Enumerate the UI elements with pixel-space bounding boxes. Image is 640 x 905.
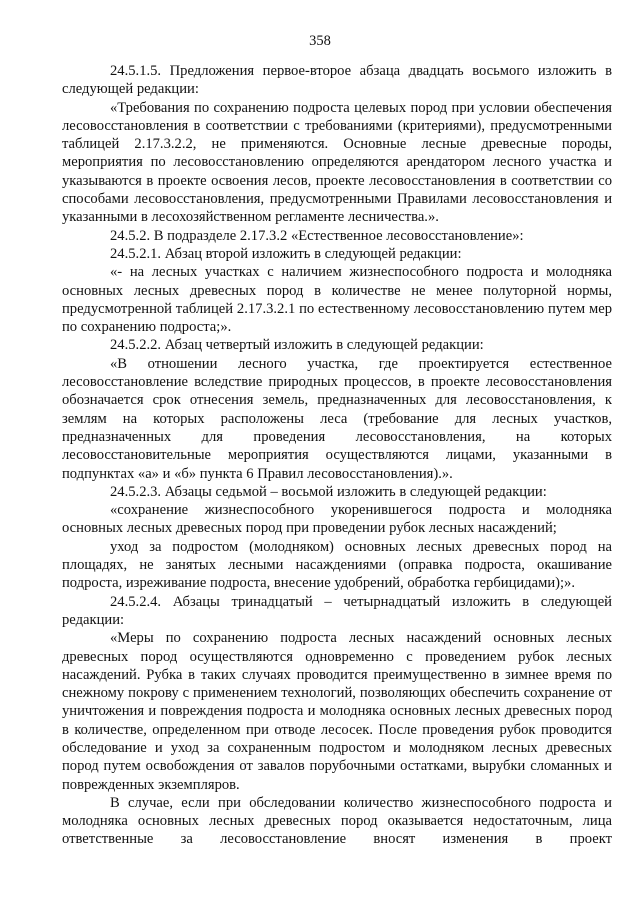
page-number: 358	[309, 33, 331, 49]
paragraph: «В отношении лесного участка, где проектируется естественное лесовосстановление вследствие природных процессов, в проекте лесовосстановления обозначается срок отнесения земель, предназначенных для лесовосстановления, к землям на которых расположены леса (требование для лесных участков, предназначенных для проведения лесовосстановления, на которых лесовосстановительные мероприятия осуществляются лицами, указанными в подпунктах «а» и «б» пункта 6 Правил лесовосстановления).».	[62, 355, 612, 482]
paragraph: 24.5.2.2. Абзац четвертый изложить в следующей редакции:	[110, 337, 484, 354]
paragraph: «Меры по сохранению подроста лесных насаждений основных лесных древесных пород осуществляются одновременно с проведением рубок лесных насаждений. Рубка в таких случаях проводится преимущественно в зимнее время по снежному покрову с применением технологий, позволяющих обеспечить сохранение от уничтожения и повреждения подроста и молодняка основных лесных древесных пород в количестве, определенном при отводе лесосек. После проведения рубок проводится обследование и уход за сохраненным подростом и молодняком лесных древесных пород путем освобождения от завалов порубочными остатками, вырубки сломанных и поврежденных экземпляров.	[62, 630, 612, 793]
paragraph: 24.5.1.5. Предложения первое-второе абзаца двадцать восьмого изложить в следующей редакции:	[62, 63, 612, 98]
paragraph: 24.5.2.1. Абзац второй изложить в следующей редакции:	[110, 245, 462, 262]
paragraph: 24.5.2.4. Абзацы тринадцатый – четырнадцатый изложить в следующей редакции:	[62, 593, 612, 628]
paragraph: уход за подростом (молодняком) основных лесных древесных пород на площадях, не занятых лесными насаждениями (оправка подроста, окашивание подроста, изреживание подроста, внесение удобрений, обработка гербицидами);».	[62, 538, 612, 592]
paragraph: «сохранение жизнеспособного укоренившегося подроста и молодняка основных лесных древесных пород при проведении рубок лесных насаждений;	[62, 502, 612, 537]
paragraph: 24.5.2.3. Абзацы седьмой – восьмой изложить в следующей редакции:	[110, 483, 547, 500]
paragraph: «- на лесных участках с наличием жизнеспособного подроста и молодняка основных лесных древесных пород в количестве не менее полуторной нормы, предусмотренной таблицей 2.17.3.2.1 по естественному лесовосстановлению путем мер по сохранению подроста;».	[62, 264, 612, 336]
paragraph: В случае, если при обследовании количество жизнеспособного подроста и молодняка основных лесных древесных пород оказывается недостаточным, лица ответственные за лесовосстановление вносят изменения в проект	[62, 794, 612, 848]
paragraph: «Требования по сохранению подроста целевых пород при условии обеспечения лесовосстановления в соответствии с требованиями (критериями), предусмотренными таблицей 2.17.3.2.2, не применяются. Основные лесные древесные породы, мероприятия по лесовосстановлению определяются арендатором лесного участка и указываются в проекте освоения лесов, проекте лесовосстановления в соответствии со способами лесовосстановления, предусмотренными Правилами лесовосстановления и указанными в лесохозяйственном регламенте лесничества.».	[62, 99, 612, 226]
document-body	[62, 62, 612, 849]
paragraph: 24.5.2. В подразделе 2.17.3.2 «Естественное лесовосстановление»:	[110, 227, 524, 244]
